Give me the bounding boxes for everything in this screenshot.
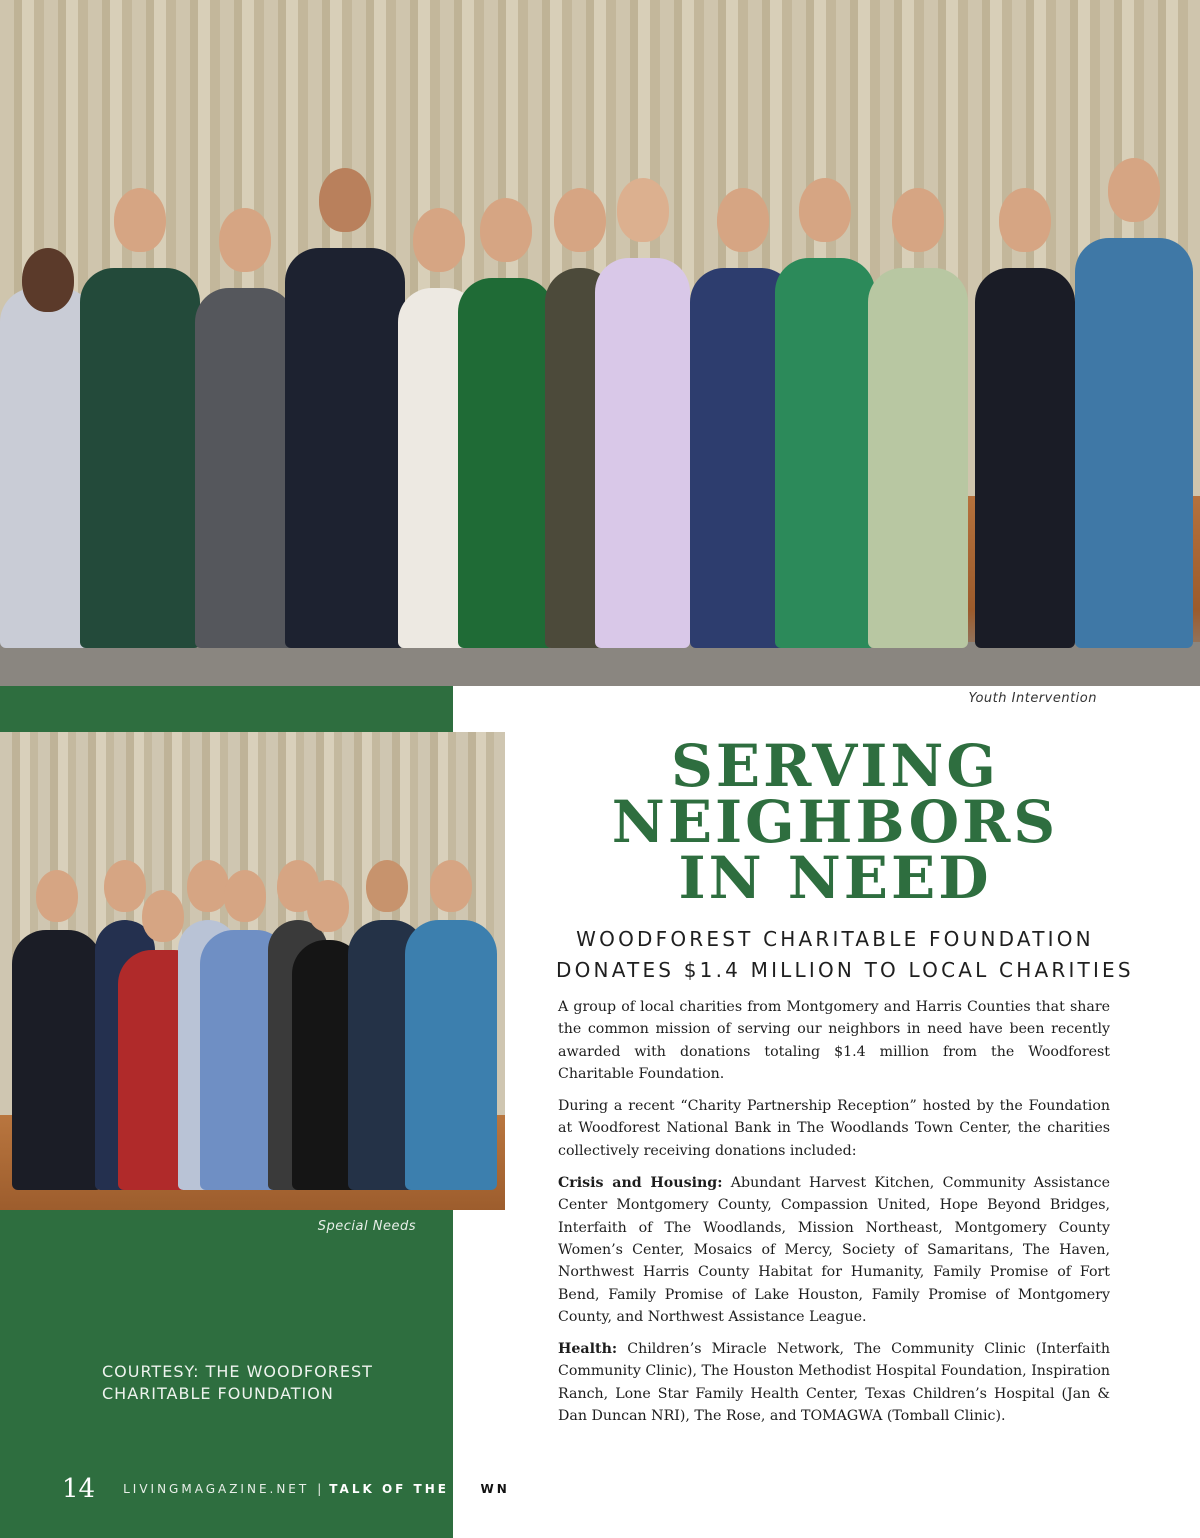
youth-intervention-photo xyxy=(0,0,1200,686)
site-name: LIVINGMAGAZINE.NET xyxy=(123,1482,310,1496)
headline-line-2: NEIGHBORS xyxy=(611,788,1059,856)
article-paragraph: During a recent “Charity Partnership Reception” hosted by the Foundation at Woodforest National Bank in The Woodlands Town Center, the charities collectively receiving donations included: xyxy=(558,1098,1110,1159)
photo-carpet xyxy=(0,642,1200,686)
article-subhead xyxy=(556,924,1134,986)
person xyxy=(405,890,497,1190)
person xyxy=(80,228,200,648)
photo-credit-line-1: COURTESY: THE WOODFOREST xyxy=(102,1362,373,1381)
subhead-line-2: DONATES $1.4 MILLION TO LOCAL CHARITIES xyxy=(556,958,1134,982)
person xyxy=(1075,198,1193,648)
section-name xyxy=(329,1482,510,1496)
section-name-main: TALK OF THE TO xyxy=(329,1482,481,1496)
page-number: 14 xyxy=(62,1474,96,1504)
subhead-line-1: WOODFOREST CHARITABLE FOUNDATION xyxy=(576,927,1094,951)
page-footer xyxy=(62,1472,510,1506)
article-headline xyxy=(560,732,1110,912)
crisis-housing-paragraph xyxy=(558,1172,1110,1328)
footer-separator: | xyxy=(317,1482,322,1496)
photo-credit-line-2: CHARITABLE FOUNDATION xyxy=(102,1384,334,1403)
special-needs-photo xyxy=(0,732,505,1210)
health-list: Children’s Miracle Network, The Community Clinic (Interfaith Community Clinic), The Houston Methodist Hospital Foundation, Inspiration Ranch, Lone Star Family Health Center, Texas Children’s Hospital (Jan & Dan Duncan NRI), The Rose, and TOMAGWA (Tomball Clinic). xyxy=(558,1341,1110,1425)
person xyxy=(285,208,405,648)
section-name-tail: WN xyxy=(480,1482,510,1496)
group-of-people xyxy=(0,830,505,1190)
article-paragraph: A group of local charities from Montgomery and Harris Counties that share the common mission of serving our neighbors in need have been recently awarded with donations totaling $1.4 million from the Woodforest Charitable Foundation. xyxy=(558,999,1110,1082)
photo-credit xyxy=(102,1361,373,1405)
person xyxy=(868,228,968,648)
person xyxy=(12,900,102,1190)
person xyxy=(595,218,690,648)
health-label: Health: xyxy=(558,1341,618,1358)
headline-line-1: SERVING xyxy=(671,732,999,800)
person xyxy=(975,228,1075,648)
person xyxy=(775,218,875,648)
crisis-housing-label: Crisis and Housing: xyxy=(558,1175,723,1192)
person xyxy=(458,238,554,648)
article-body xyxy=(558,996,1110,1437)
top-photo-caption: Youth Intervention xyxy=(968,691,1097,706)
headline-line-3: IN NEED xyxy=(678,844,992,912)
person xyxy=(195,248,295,648)
crisis-housing-list: Abundant Harvest Kitchen, Community Assistance Center Montgomery County, Compassion United, Hope Beyond Bridges, Interfaith of The Woodlands, Mission Northeast, Montgomery County Women’s Center, Mosaics of Mercy, Society of Samaritans, The Haven, Northwest Harris County Habitat for Humanity, Family Promise of Fort Bend, Family Promise of Lake Houston, Family Promise of Montgomery County, and Northwest Assistance League. xyxy=(558,1175,1111,1325)
left-photo-caption: Special Needs xyxy=(317,1219,416,1234)
group-of-people xyxy=(0,128,1200,648)
health-paragraph xyxy=(558,1338,1110,1427)
